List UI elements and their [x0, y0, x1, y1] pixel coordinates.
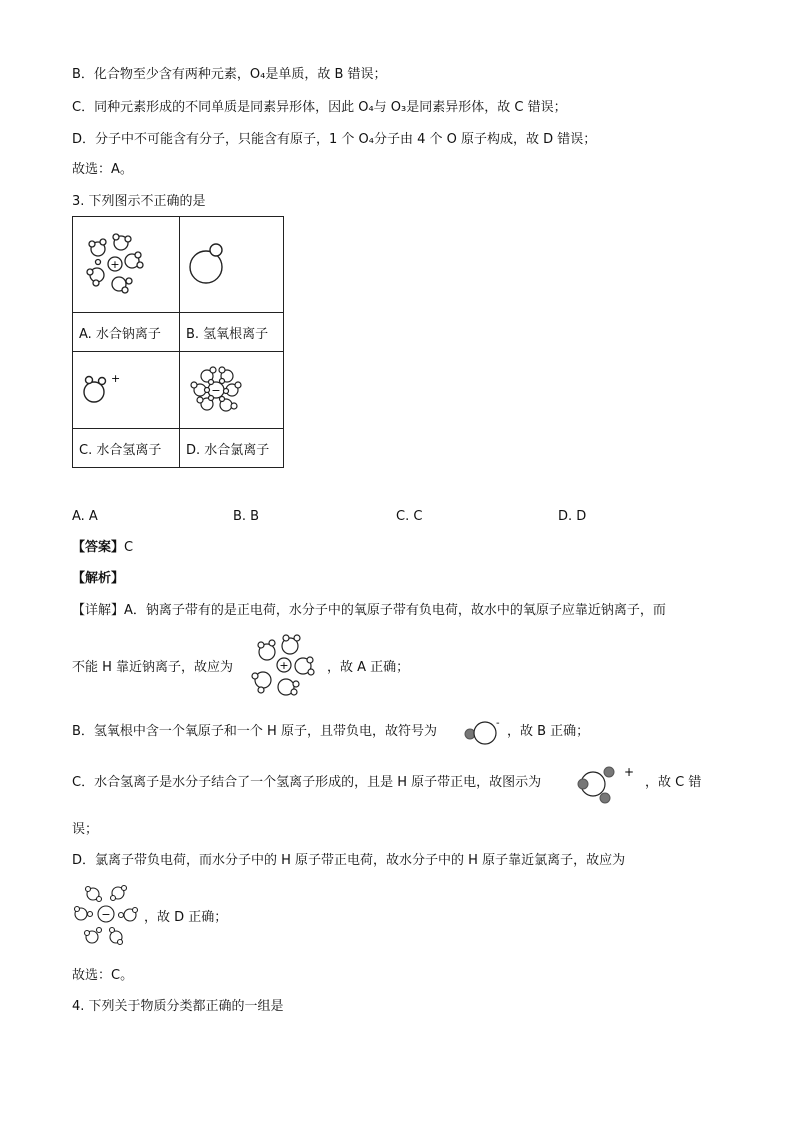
- minus-sign: -: [496, 718, 500, 729]
- options-table: [72, 216, 284, 468]
- detail-c-pre: C．水合氢离子是水分子结合了一个氢离子形成的，且是 H 原子带正电，故图示为: [72, 775, 542, 790]
- explanation-line-b: B．化合物至少含有两种元素，O₄是单质，故 B 错误；: [72, 67, 387, 82]
- detail-d-line1: D．氯离子带负电荷，而水分子中的 H 原子带正电荷，故水分子中的 H 原子靠近氯离子，故应为: [72, 853, 626, 868]
- analysis-tag: 【解析】: [72, 571, 125, 586]
- hydronium-diagram: [73, 352, 179, 428]
- detail-b-post: ，故 B 正确；: [507, 724, 590, 739]
- detail-a-line2-pre: 不能 H 靠近钠离子，故应为: [72, 660, 234, 675]
- detail-b-pre: B．氢氧根中含一个氧原子和一个 H 原子，且带负电，故符号为: [72, 724, 437, 739]
- selection-line-a: 故选：A。: [72, 162, 133, 177]
- explanation-line-c: C．同种元素形成的不同单质是同素异形体，因此 O₄与 O₃是同素异形体，故 C 错误；: [72, 100, 567, 115]
- diagram-hydroxide-ion: [180, 217, 284, 313]
- diagram-hydrated-chloride-ion: [180, 352, 284, 429]
- selection-line-c: 故选：C。: [72, 968, 134, 983]
- explanation-line-d: D．分子中不可能含有分子，只能含有原子，1 个 O₄分子由 4 个 O 原子构成，故 D 错误；: [72, 132, 597, 147]
- choice-b: B. B: [233, 509, 260, 524]
- plus-sign: +: [110, 258, 120, 271]
- detail-a-line2-post: ，故 A 正确；: [327, 660, 410, 675]
- inline-hydronium-symbol: [574, 760, 644, 808]
- plus-sign: +: [111, 372, 121, 385]
- question-4-title: 4. 下列关于物质分类都正确的一组是: [72, 999, 284, 1014]
- choice-a: A. A: [72, 509, 98, 524]
- hydroxide-diagram: [180, 217, 283, 312]
- hydrated-chloride-diagram: [180, 352, 283, 428]
- detail-c-post: ，故 C 错: [645, 775, 702, 790]
- answer-line: [72, 539, 133, 557]
- hydrated-sodium-diagram: [73, 217, 179, 312]
- choice-d: D. D: [558, 509, 587, 524]
- answer-value: C: [124, 540, 134, 555]
- option-c-label: C. 水合氢离子: [73, 429, 180, 468]
- plus-sign: +: [279, 659, 289, 672]
- question-3-title: 3. 下列图示不正确的是: [72, 194, 206, 209]
- inline-hydroxide-symbol: [461, 718, 503, 746]
- minus-sign: −: [101, 908, 111, 921]
- detail-a-line1: 【详解】A．钠离子带有的是正电荷，水分子中的氧原子带有负电荷，故水中的氧原子应靠近钠离子，而: [72, 603, 666, 618]
- option-a-label: A. 水合钠离子: [73, 313, 180, 352]
- detail-d-post: ，故 D 正确；: [144, 910, 228, 925]
- diagram-hydrated-sodium-ion: [73, 217, 180, 313]
- inline-chloride-diagram: [72, 882, 142, 948]
- answer-tag: 【答案】: [72, 540, 125, 555]
- option-b-label: B. 氢氧根离子: [180, 313, 284, 352]
- diagram-hydronium-ion: [73, 352, 180, 429]
- minus-sign: −: [211, 384, 221, 397]
- plus-sign: +: [624, 765, 635, 779]
- choice-c: C. C: [396, 509, 423, 524]
- inline-sodium-diagram: [247, 632, 323, 698]
- detail-c-line2: 误；: [72, 822, 99, 837]
- option-d-label: D. 水合氯离子: [180, 429, 284, 468]
